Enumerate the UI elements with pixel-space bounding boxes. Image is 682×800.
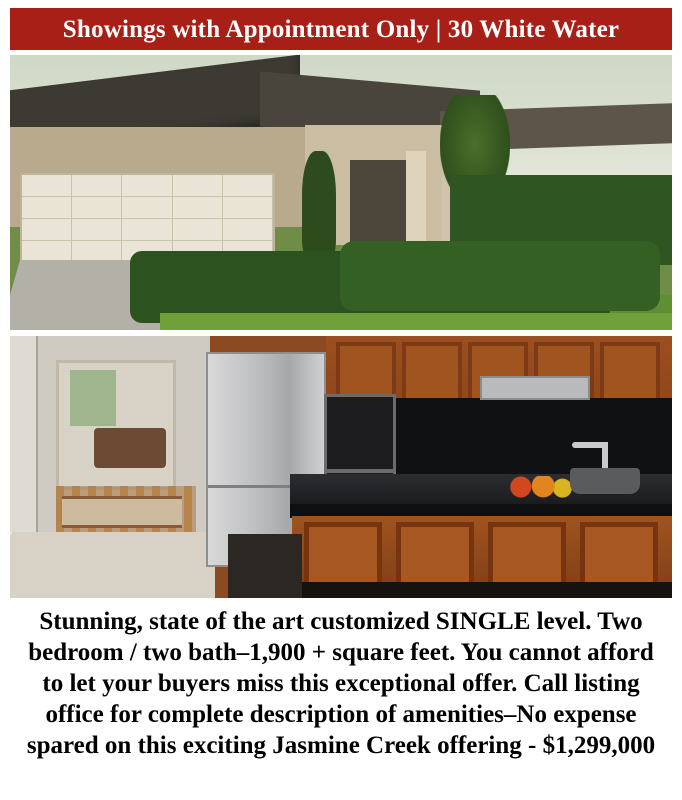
bar-stool: [228, 534, 302, 598]
entry-column-left: [406, 151, 426, 251]
tree-narrow: [302, 151, 336, 261]
tile-floor: [10, 532, 215, 598]
hedge-front-second: [340, 241, 660, 311]
property-description: Stunning, state of the art customized SINGLE level. Two bedroom / two bath–1,900 + square feet. You cannot afford to let your buyers miss this exceptional offer. Call listing office for complete description of amenities–No expense spared on this exciting Jasmine Creek offering - $1,299,000: [26, 608, 656, 759]
window: [70, 370, 116, 426]
headline-banner: [10, 8, 672, 50]
vegetables: [508, 476, 572, 498]
area-rug: [62, 496, 182, 528]
kitchen-floor-shadow: [292, 582, 672, 598]
kitchen-photo: [10, 336, 672, 598]
range-hood: [480, 376, 590, 400]
granite-backsplash: [396, 398, 672, 478]
lawn-foreground: [160, 313, 672, 330]
cooking-pot: [570, 468, 640, 494]
sofa: [94, 428, 166, 468]
exterior-photo: [10, 55, 672, 330]
headline-text: Showings with Appointment Only | 30 White Water: [62, 15, 620, 43]
